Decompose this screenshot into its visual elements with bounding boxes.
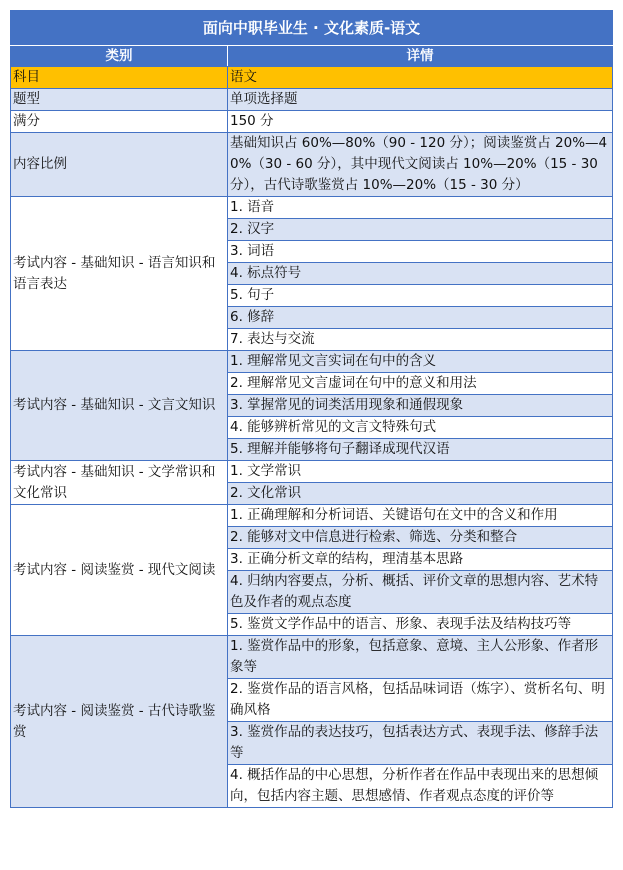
- syllabus-table: [10, 10, 613, 808]
- detail-item: 3. 鉴赏作品的表达技巧，包括表达方式、表现手法、修辞手法等: [228, 722, 613, 765]
- table-title: 面向中职毕业生 · 文化素质-语文: [11, 11, 613, 46]
- table-row: [11, 505, 613, 527]
- category-cell: 科目: [11, 67, 228, 89]
- table-body: [11, 67, 613, 808]
- header-category: 类别: [11, 46, 228, 67]
- table-row: [11, 89, 613, 111]
- detail-item: 5. 理解并能够将句子翻译成现代汉语: [228, 439, 613, 461]
- detail-item: 2. 汉字: [228, 219, 613, 241]
- table-row: [11, 67, 613, 89]
- detail-item: 1. 鉴赏作品中的形象，包括意象、意境、主人公形象、作者形象等: [228, 636, 613, 679]
- detail-item: 2. 鉴赏作品的语言风格，包括品味词语（炼字）、赏析名句、明确风格: [228, 679, 613, 722]
- table-row: [11, 636, 613, 679]
- detail-item: 3. 掌握常见的词类活用现象和通假现象: [228, 395, 613, 417]
- category-cell: 题型: [11, 89, 228, 111]
- detail-item: 4. 归纳内容要点，分析、概括、评价文章的思想内容、艺术特色及作者的观点态度: [228, 571, 613, 614]
- detail-item: 2. 文化常识: [228, 483, 613, 505]
- detail-item: 5. 鉴赏文学作品中的语言、形象、表现手法及结构技巧等: [228, 614, 613, 636]
- header-details: 详情: [228, 46, 613, 67]
- table-row: [11, 461, 613, 483]
- detail-item: 1. 理解常见文言实词在句中的含义: [228, 351, 613, 373]
- detail-item: 2. 能够对文中信息进行检索、筛选、分类和整合: [228, 527, 613, 549]
- table-row: [11, 351, 613, 373]
- detail-item: 4. 概括作品的中心思想，分析作者在作品中表现出来的思想倾向，包括内容主题、思想感情、作者观点态度的评价等: [228, 765, 613, 808]
- table-row: [11, 197, 613, 219]
- detail-item: 6. 修辞: [228, 307, 613, 329]
- detail-item: 5. 句子: [228, 285, 613, 307]
- category-cell: 满分: [11, 111, 228, 133]
- category-cell: 考试内容 - 阅读鉴赏 - 古代诗歌鉴赏: [11, 636, 228, 808]
- table-row: [11, 111, 613, 133]
- category-cell: 内容比例: [11, 133, 228, 197]
- detail-item: 3. 正确分析文章的结构，理清基本思路: [228, 549, 613, 571]
- detail-item: 1. 正确理解和分析词语、关键语句在文中的含义和作用: [228, 505, 613, 527]
- detail-cell: 单项选择题: [228, 89, 613, 111]
- detail-item: 2. 理解常见文言虚词在句中的意义和用法: [228, 373, 613, 395]
- category-cell: 考试内容 - 基础知识 - 文学常识和文化常识: [11, 461, 228, 505]
- category-cell: 考试内容 - 阅读鉴赏 - 现代文阅读: [11, 505, 228, 636]
- detail-cell: 基础知识占 60%—80%（90 - 120 分）；阅读鉴赏占 20%—40%（30 - 60 分），其中现代文阅读占 10%—20%（15 - 30 分），古代诗歌鉴赏占 10%—20%（15 - 30 分）: [228, 133, 613, 197]
- detail-cell: 150 分: [228, 111, 613, 133]
- category-cell: 考试内容 - 基础知识 - 文言文知识: [11, 351, 228, 461]
- table-row: [11, 133, 613, 197]
- detail-item: 4. 能够辨析常见的文言文特殊句式: [228, 417, 613, 439]
- category-cell: 考试内容 - 基础知识 - 语言知识和语言表达: [11, 197, 228, 351]
- detail-cell: 语文: [228, 67, 613, 89]
- detail-item: 4. 标点符号: [228, 263, 613, 285]
- detail-item: 3. 词语: [228, 241, 613, 263]
- detail-item: 7. 表达与交流: [228, 329, 613, 351]
- detail-item: 1. 语音: [228, 197, 613, 219]
- detail-item: 1. 文学常识: [228, 461, 613, 483]
